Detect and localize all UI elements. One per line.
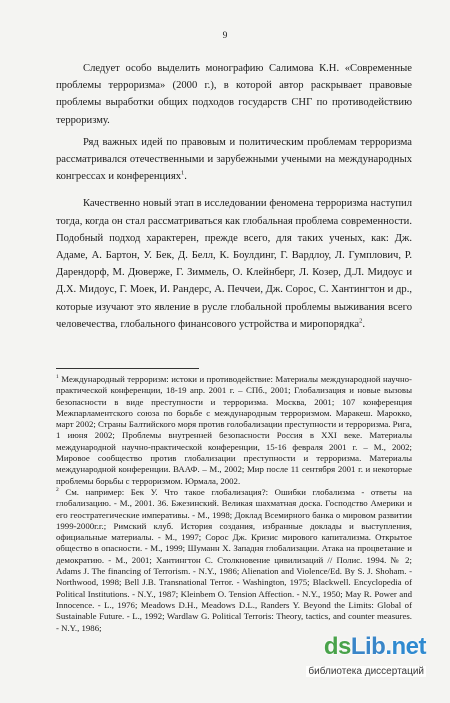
footnote-1: $^1$ Международный терроризм: истоки и противодействие: Материалы международной научно-практической конференции, 18-19 апр. 2001 г. – СПб., 2001; Глобализация и новые вызовы безопасности в виде преступности и терроризма. Москва, 2001; 107 конференция Межпарламентского союза по борьбе с международным терроризмом. Маракеш. Марокко, март 2002; Страны Балтийского моря против голобализации преступности и терроризма. Рига, 1 июня 2002; Проблемы внутренней безопасности Россия в XXI веке. Материалы международной научно-практической конференции, 15-16 февраля 2001 г. – М., 2002; Мировое сообщество против глобализации преступности и терроризма. Материалы международной конференции. ВААФ. – М., 2002; Мир после 11 сентября 2001 г. и некоторые проблемы борьбы с терроризмом. Юрмала, 2002.	[56, 374, 412, 486]
footnote-mark-1: 1	[56, 374, 59, 381]
footnotes	[56, 374, 412, 634]
footnote-divider	[56, 368, 199, 369]
paragraph-global-problem: Качественно новый этап в исследовании феномена терроризма наступил тогда, когда он стал рассматриваться как глобальная проблема современности. Подобный подход характерен, прежде всего, для таких ученых, как: Дж. Адаме, А. Бартон, У. Бек, Д. Белл, К. Боулдинг, Г. Вардлоу, Л. Гумплович, Р. Дарендорф, М. Дюверже, Г. Зиммель, О. Клейнберг, Л. Козер, Д.Л. Мидоус и Д.Х. Мидоус, Г. Моек, И. Рандерс, А. Печчеи, Дж. Сорос, С. Хантингтон и др., которые изучают это явление в русле глобальной проблемы выживания всего человечества, глобального финансового устройства и миропорядка$^2$.	[56, 198, 412, 330]
footnote-mark-2: 2	[56, 487, 59, 494]
footnote-ref-1[interactable]: 1	[181, 169, 185, 177]
dslib-watermark[interactable]	[290, 631, 430, 689]
footnote-ref-2[interactable]: 2	[359, 317, 363, 325]
dslib-logo: dsLib.net	[323, 633, 426, 660]
footnote-2: $^2$ См. например: Бек У. Что такое глобализация?: Ошибки глобализма - ответы на глобализацию. - М., 2001. 36. Бжезинский. Великая шахматная доска. Господство Америки и его геостратегические императивы. - М., 1998; Доклад Всемирного банка о мировом развитии 1999-2000г.г.; Римский клуб. История создания, избранные доклады и выступления, официальные материалы. - М., 1997; Сорос Дж. Кризис мирового капитализма. Открытое общество в опасности. - М., 1999; Шуманн Х. Западня глобализации. Атака на процветание и демократию. - М., 2001; Хантингтон С. Столкновение цивилизаций // Полис. 1994. № 2; Adams J. The financing of Terrorism. - N.Y., 1986; Alienation and Violence/Ed. By S. J. Shoham. - Northwood, 1998; Bell J.B. Transnational Terror. - Washington, 1975; Blackwell. Encyclopedia of Political Institutions. - N.Y., 1987; Kleinbem O. Tension Affection. - N.Y., 1950; May R. Power and Innocence. - L., 1976; Meadows D.H., Meadows D.L., Randers Y. Beyond the Limits: Global of Sustainable Future. - L., 1992; Wardlaw G. Political Terroris: Theory, tactics, and counter measures. - N.Y., 1986;	[56, 486, 413, 633]
paragraph-salimov: Следует особо выделить монографию Салимова К.Н. «Современные проблемы терроризма» (2000 г.), в которой автор раскрывает правовые проблемы выработки общих подходов государств СНГ по противодействию терроризму.	[56, 63, 412, 126]
paragraph-congresses: Ряд важных идей по правовым и политическим проблемам терроризма рассматривался отечественными и зарубежными учеными на международных конгрессах и конференциях$^1$.	[56, 136, 412, 183]
body-text	[56, 60, 412, 338]
dslib-subtitle: библиотека диссертаций	[308, 666, 424, 677]
page-number: 9	[222, 31, 228, 41]
